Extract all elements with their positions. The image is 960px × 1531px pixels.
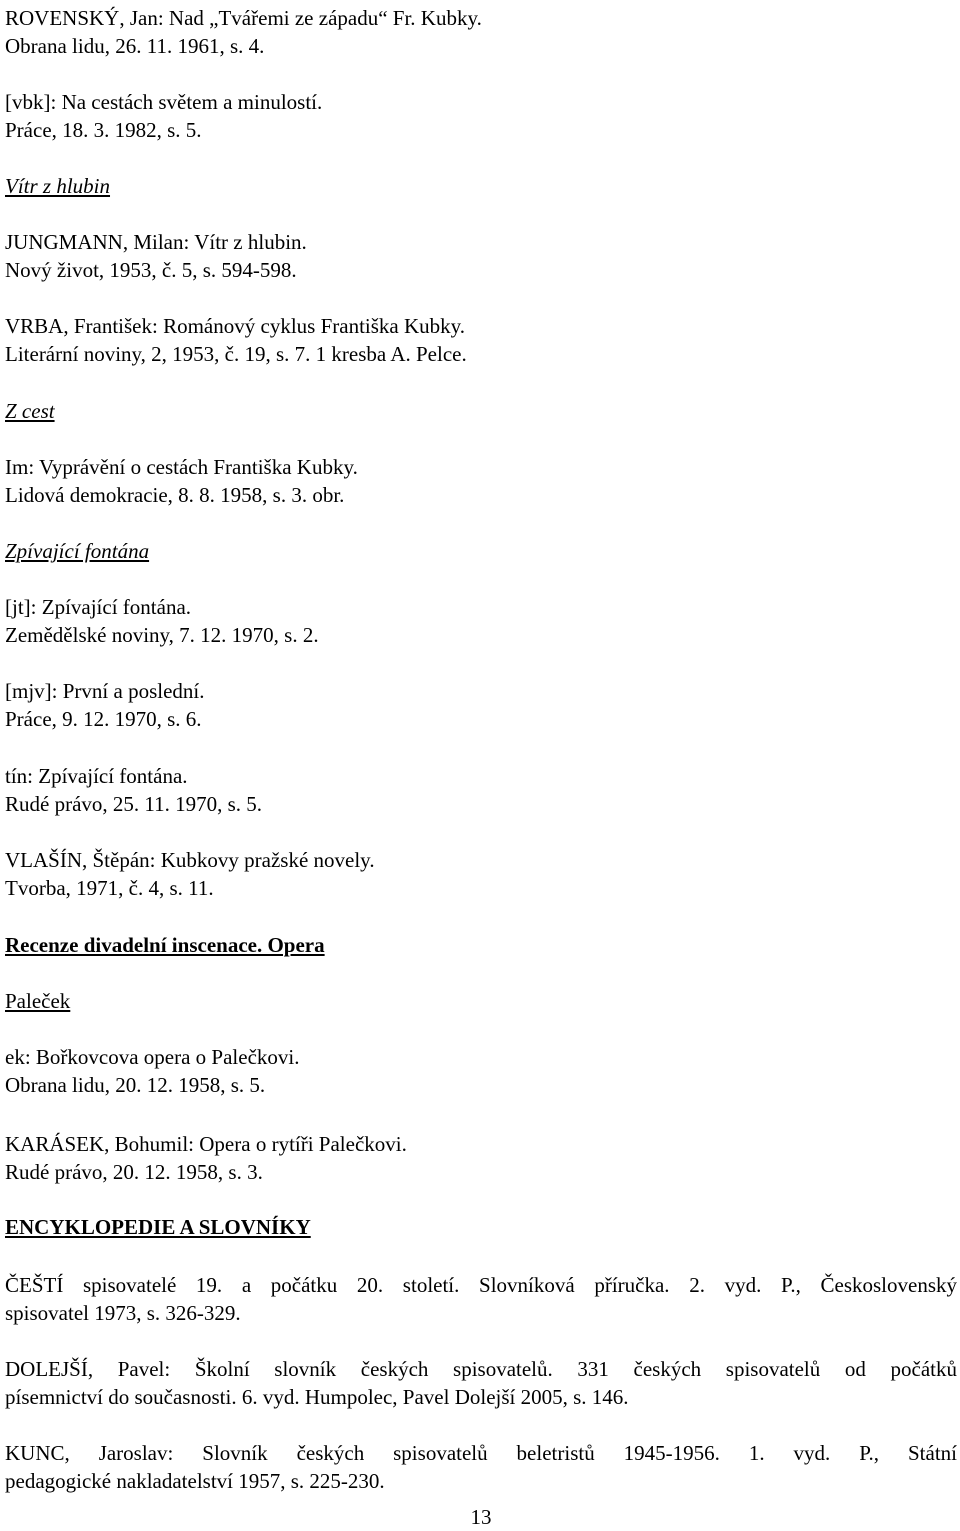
entry-line: Zemědělské noviny, 7. 12. 1970, s. 2. xyxy=(5,623,319,647)
entry-line: ČEŠTÍ spisovatelé 19. a počátku 20. století. Slovníková příručka. 2. vyd. P., Československý xyxy=(5,1273,957,1297)
entry-line: Obrana lidu, 26. 11. 1961, s. 4. xyxy=(5,34,265,58)
entry-line: Lidová demokracie, 8. 8. 1958, s. 3. obr. xyxy=(5,483,345,507)
entry-line: [jt]: Zpívající fontána. xyxy=(5,595,192,619)
section-heading-encyklopedie: ENCYKLOPEDIE A SLOVNÍKY xyxy=(5,1215,311,1239)
entry-line: [mjv]: První a poslední. xyxy=(5,679,205,703)
entry-line: Im: Vyprávění o cestách Františka Kubky. xyxy=(5,455,358,479)
section-heading-opera: Recenze divadelní inscenace. Opera xyxy=(5,933,325,957)
entry-line: VRBA, František: Románový cyklus Františka Kubky. xyxy=(5,314,466,338)
subheading-palecek: Paleček xyxy=(5,989,71,1013)
entry-line: pedagogické nakladatelství 1957, s. 225-230. xyxy=(5,1469,385,1493)
entry-line: KUNC, Jaroslav: Slovník českých spisovatelů beletristů 1945-1956. 1. vyd. P., Státní xyxy=(5,1441,957,1465)
entry-line: Rudé právo, 25. 11. 1970, s. 5. xyxy=(5,792,263,816)
entry-line: [vbk]: Na cestách světem a minulostí. xyxy=(5,90,323,114)
subheading-vitr-z-hlubin: Vítr z hlubin xyxy=(5,174,111,198)
entry-line: Rudé právo, 20. 12. 1958, s. 3. xyxy=(5,1160,263,1184)
entry-line: tín: Zpívající fontána. xyxy=(5,764,188,788)
entry-line: Práce, 18. 3. 1982, s. 5. xyxy=(5,118,202,142)
entry-line: DOLEJŠÍ, Pavel: Školní slovník českých spisovatelů. 331 českých spisovatelů od počátků xyxy=(5,1357,957,1381)
entry-line: JUNGMANN, Milan: Vítr z hlubin. xyxy=(5,230,307,254)
subheading-zpivajici-fontana: Zpívající fontána xyxy=(5,539,150,563)
entry-line: Literární noviny, 2, 1953, č. 19, s. 7. 1 kresba A. Pelce. xyxy=(5,342,467,366)
entry-line: Nový život, 1953, č. 5, s. 594-598. xyxy=(5,258,297,282)
document-page xyxy=(5,0,957,1528)
entry-line: ek: Bořkovcova opera o Palečkovi. xyxy=(5,1045,300,1069)
entry-line: ROVENSKÝ, Jan: Nad „Tvářemi ze západu“ Fr. Kubky. xyxy=(5,6,482,30)
entry-line: VLAŠÍN, Štěpán: Kubkovy pražské novely. xyxy=(5,848,375,872)
entry-line: Tvorba, 1971, č. 4, s. 11. xyxy=(5,876,214,900)
entry-line: KARÁSEK, Bohumil: Opera o rytíři Palečkovi. xyxy=(5,1132,407,1156)
entry-line: písemnictví do současnosti. 6. vyd. Humpolec, Pavel Dolejší 2005, s. 146. xyxy=(5,1385,629,1409)
page-number: 13 xyxy=(470,1505,492,1529)
entry-line: Práce, 9. 12. 1970, s. 6. xyxy=(5,707,202,731)
entry-line: Obrana lidu, 20. 12. 1958, s. 5. xyxy=(5,1073,266,1097)
subheading-z-cest: Z cest xyxy=(5,399,55,423)
entry-line: spisovatel 1973, s. 326-329. xyxy=(5,1301,241,1325)
